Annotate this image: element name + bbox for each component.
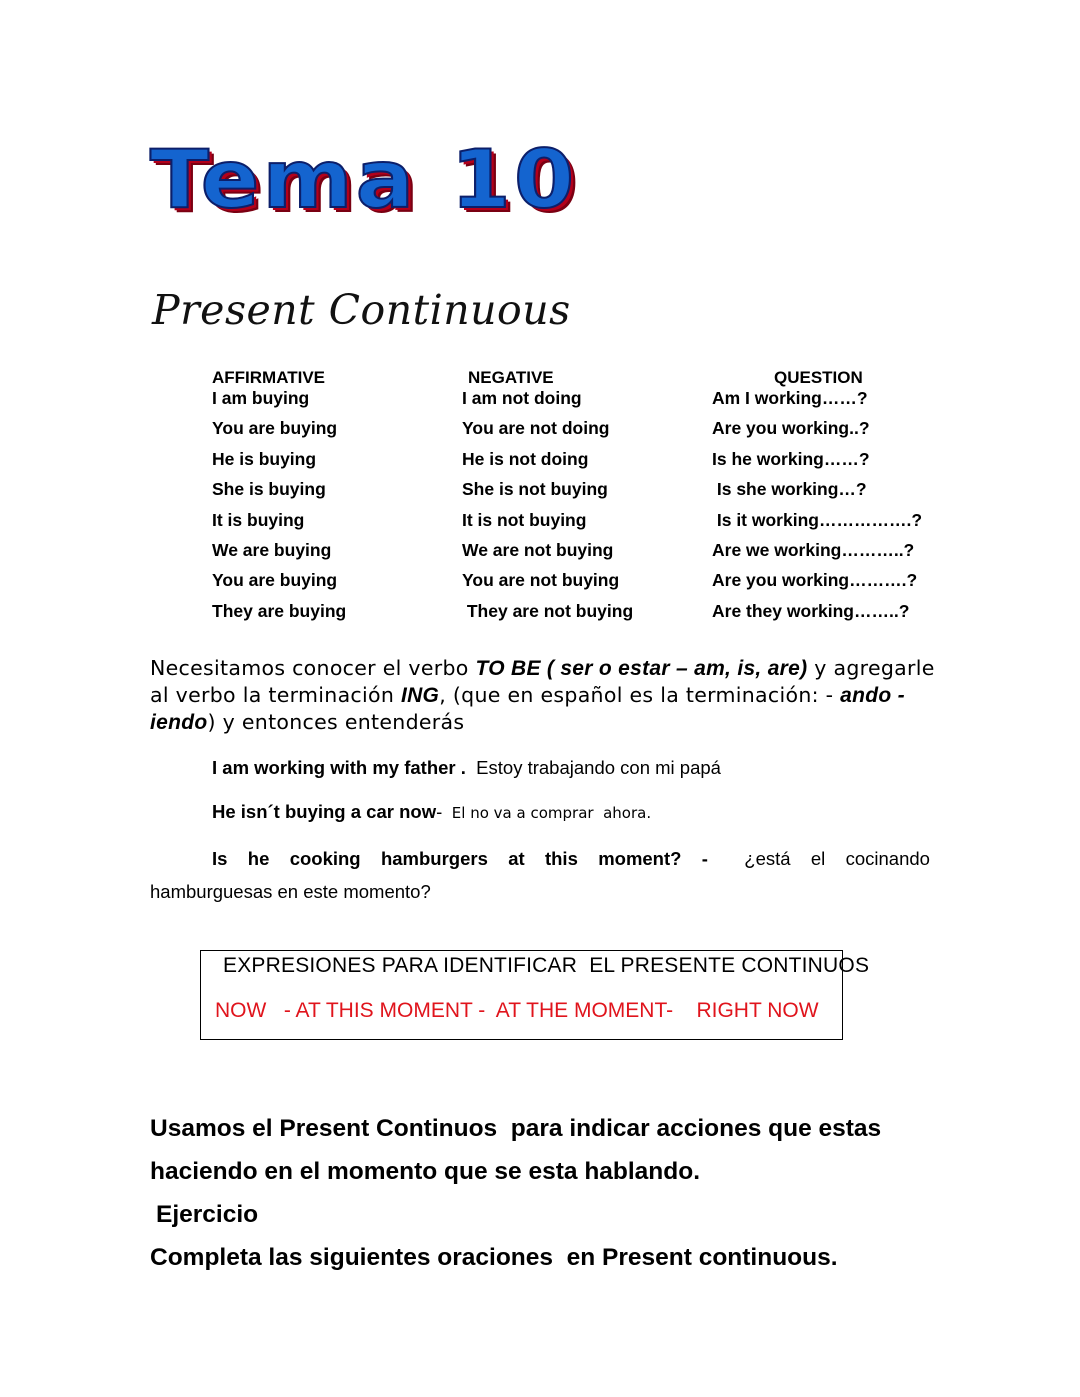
to-be-emphasis: TO BE ( ser o estar – am, is, are) bbox=[475, 657, 808, 680]
ando-iendo-emphasis: ando -iendo bbox=[150, 684, 905, 734]
explanation-text: ) y entonces entenderás bbox=[207, 710, 465, 734]
ing-emphasis: ING bbox=[400, 684, 440, 707]
negative-row: You are not buying bbox=[462, 570, 620, 591]
example-3-word: ¿está bbox=[744, 848, 791, 869]
example-3-word: el bbox=[810, 848, 826, 869]
example-3-word: he bbox=[247, 848, 270, 869]
instruction-text: Completa las siguientes oraciones en bbox=[150, 1244, 603, 1271]
example-3-word: at bbox=[508, 848, 525, 869]
example-3-word: this bbox=[544, 848, 578, 869]
example-3-word: hamburgers bbox=[380, 848, 488, 869]
affirmative-row: We are buying bbox=[212, 539, 332, 560]
expressions-list: NOW - AT THIS MOMENT - AT THE MOMENT- RIGHT NOW bbox=[215, 999, 819, 1022]
usage-paragraph bbox=[150, 1107, 950, 1193]
negative-header: NEGATIVE bbox=[468, 368, 554, 387]
affirmative-row: You are buying bbox=[212, 570, 338, 591]
explanation-text: y agregarle al verbo la terminación bbox=[150, 656, 935, 707]
affirmative-row: She is buying bbox=[212, 479, 326, 500]
negative-row: You are not doing bbox=[462, 418, 610, 439]
question-row: Are you working..? bbox=[712, 418, 870, 439]
affirmative-row: They are buying bbox=[212, 600, 347, 621]
instruction-term: Present continuous. bbox=[602, 1244, 838, 1271]
page-title: Tema 10 bbox=[150, 133, 578, 226]
usage-term: Present Continuos bbox=[279, 1115, 498, 1142]
explanation-paragraph bbox=[150, 655, 940, 736]
example-3-word: cooking bbox=[289, 848, 361, 869]
example-3-word: cocinando bbox=[845, 848, 930, 869]
example-2 bbox=[212, 801, 651, 823]
example-1 bbox=[212, 757, 721, 779]
example-3-word: moment? bbox=[598, 848, 682, 869]
affirmative-row: He is buying bbox=[212, 448, 317, 469]
question-column bbox=[712, 368, 972, 631]
question-row: Are we working………..? bbox=[712, 539, 915, 560]
affirmative-column bbox=[212, 368, 472, 631]
question-row: Am I working……? bbox=[712, 388, 868, 408]
explanation-text: , (que en español es la terminación: - bbox=[439, 683, 841, 707]
negative-row: We are not buying bbox=[462, 539, 614, 560]
question-row: Are you working……….? bbox=[712, 570, 918, 591]
affirmative-row: I am buying bbox=[212, 388, 310, 408]
usage-text: para indicar acciones que estas haciendo en el momento que se esta hablando. bbox=[150, 1115, 888, 1185]
usage-text: Usamos el bbox=[150, 1115, 280, 1142]
example-2-dash: - bbox=[436, 801, 443, 822]
negative-row: They are not buying bbox=[462, 600, 634, 621]
example-2-english: He isn´t buying a car now bbox=[212, 801, 437, 822]
example-1-spanish: Estoy trabajando con mi papá bbox=[471, 757, 721, 778]
example-3-word: Is bbox=[212, 848, 228, 869]
example-1-english: I am working with my father . bbox=[212, 757, 472, 778]
exercise-heading: Ejercicio bbox=[156, 1201, 259, 1228]
negative-row: I am not doing bbox=[462, 388, 582, 408]
negative-row: He is not doing bbox=[462, 448, 589, 469]
example-3-word: - bbox=[701, 848, 708, 869]
example-3 bbox=[212, 848, 930, 870]
question-row: Is he working……? bbox=[712, 448, 870, 469]
question-row: Is it working…………….? bbox=[712, 509, 923, 530]
affirmative-row: It is buying bbox=[212, 509, 305, 530]
affirmative-row: You are buying bbox=[212, 418, 338, 439]
negative-row: It is not buying bbox=[462, 509, 587, 530]
example-3-continuation: hamburguesas en este momento? bbox=[150, 881, 431, 902]
example-2-spanish: El no va a comprar ahora. bbox=[442, 804, 652, 822]
negative-row: She is not buying bbox=[462, 479, 608, 500]
question-row: Is she working…? bbox=[712, 479, 867, 500]
question-header: QUESTION bbox=[774, 368, 863, 387]
question-row: Are they working……..? bbox=[712, 600, 910, 621]
negative-column bbox=[462, 368, 722, 631]
section-subtitle: Present Continuous bbox=[152, 286, 571, 334]
affirmative-header: AFFIRMATIVE bbox=[212, 368, 326, 387]
expressions-box-title: EXPRESIONES PARA IDENTIFICAR EL PRESENTE CONTINUOS bbox=[223, 954, 870, 977]
explanation-text: Necesitamos conocer el verbo bbox=[150, 656, 476, 680]
exercise-instruction bbox=[150, 1236, 838, 1279]
